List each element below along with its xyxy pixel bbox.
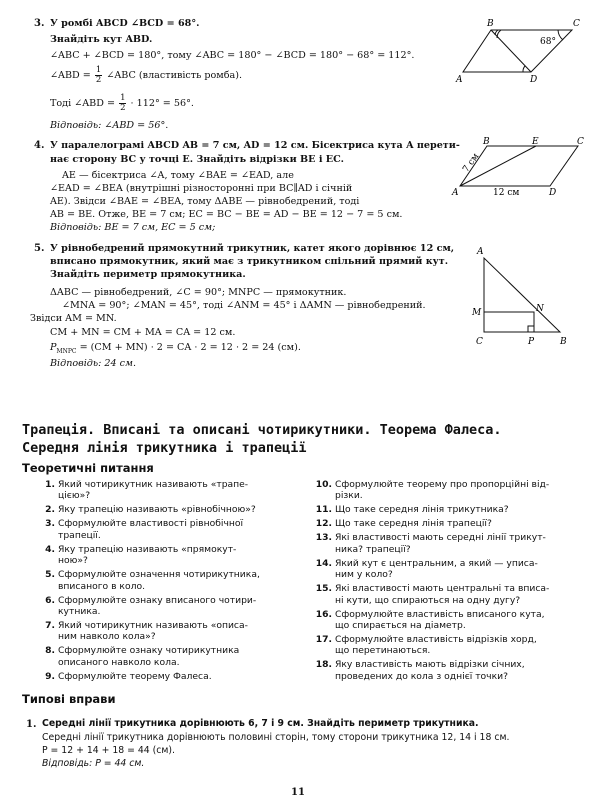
question-text-line: проведених до кола з однієї точки?	[335, 670, 509, 682]
problem-4-answer: Відповідь: BE = 7 см, EC = 5 см;	[50, 222, 216, 233]
question-number: 7.	[45, 620, 55, 631]
question-item	[315, 608, 545, 632]
question-text-line: описаного навколо кола.	[58, 656, 180, 668]
problem-3-task: Знайдіть кут ABD.	[50, 34, 153, 45]
question-text-line: Яку трапецію називають «рівнобічною»?	[58, 504, 256, 516]
label-a: A	[456, 75, 463, 85]
question-item	[315, 532, 546, 555]
question-text-line: Сформулюйте означення чотирикутника,	[58, 569, 260, 581]
question-item	[45, 569, 260, 592]
question-text-line: Який чотирикутник називають «трапе-	[58, 479, 249, 490]
label-d: D	[530, 75, 538, 85]
question-item	[45, 543, 237, 567]
step-3-rhs: · 112° = 56°.	[130, 98, 194, 109]
triangle-abc	[484, 258, 560, 332]
rectangle-mnpc	[484, 312, 534, 332]
question-number: 13.	[315, 532, 332, 544]
question-text-line: що спирається на діаметр.	[335, 620, 466, 631]
exercise-1-step-2: P = 12 + 14 + 18 = 44 (см).	[42, 745, 176, 756]
label-c: C	[573, 19, 580, 29]
question-number: 11.	[315, 504, 332, 516]
right-angle-mark	[528, 326, 534, 332]
problem-3-step-1: ∠ABC + ∠BCD = 180°, тому ∠ABC = 180° − ∠BCD = 180° − 68° = 112°.	[50, 50, 415, 61]
question-item	[45, 645, 240, 668]
question-text-line: Сформулюйте властивість відрізків хорд,	[335, 634, 537, 645]
label-b: B	[560, 337, 567, 347]
exercise-1-statement: Середні лінії трикутника дорівнюють 6, 7 і 9 см. Знайдіть периметр трикутника.	[42, 718, 479, 729]
problem-3-step-2	[50, 66, 242, 85]
problem-4-step-2: ∠EAD = ∠BEA (внутрішні різносторонні при BC∥AD і січній	[50, 183, 353, 194]
question-item	[45, 479, 249, 502]
problem-5-step-2: ∠MNA = 90°; ∠MAN = 45°, тоді ∠ANM = 45° і ΔAMN — рівнобедрений.	[62, 300, 426, 311]
problem-4-step-4: AB = BE. Отже, BE = 7 см; EC = BC − BE = AD − BE = 12 − 7 = 5 см.	[50, 209, 403, 220]
fraction-half-2	[119, 94, 126, 113]
question-text-line: Що таке середня лінія трикутника?	[335, 504, 509, 516]
question-number: 6.	[45, 594, 55, 606]
question-number: 9.	[45, 670, 55, 682]
problem-4-number: 4.	[34, 140, 45, 151]
question-item	[315, 634, 537, 657]
question-number: 2.	[45, 504, 55, 516]
problem-3-number: 3.	[34, 18, 45, 29]
label-a: A	[452, 188, 459, 198]
question-text-line: вписаного в коло.	[58, 580, 145, 592]
question-number: 18.	[315, 659, 332, 671]
problem-4-statement-2: нає сторону BC у точці E. Знайдіть відрізки BE і EC.	[50, 154, 344, 165]
question-number: 4.	[45, 543, 55, 555]
question-item	[315, 659, 525, 682]
question-item	[45, 518, 244, 541]
fraction-half	[95, 66, 102, 85]
page-number: 11	[291, 787, 305, 798]
question-number: 17.	[315, 634, 332, 645]
label-b: B	[487, 19, 494, 29]
question-item	[315, 479, 550, 502]
problem-5-step-4: CM + MN = CM + MA = CA = 12 см.	[50, 327, 236, 338]
label-n: N	[536, 304, 544, 314]
question-item	[315, 557, 538, 581]
parallelogram-figure	[448, 136, 588, 198]
step-3-lhs: Тоді ∠ABD =	[50, 98, 115, 109]
question-item	[45, 504, 256, 516]
label-ad-length: 12 см	[493, 188, 520, 198]
problem-4-statement-1: У паралелограмі ABCD AB = 7 см, AD = 12 см. Бісектриса кута A перети-	[50, 140, 460, 151]
perimeter-symbol: P	[50, 342, 57, 353]
frac-den: 2	[95, 75, 102, 85]
label-b: B	[483, 137, 490, 147]
exercise-1-answer: Відповідь: P = 44 см.	[42, 758, 145, 769]
question-text-line: ника? трапеції?	[335, 543, 411, 555]
problem-5-statement-3: Знайдіть периметр прямокутника.	[50, 269, 246, 280]
label-p: P	[528, 337, 535, 347]
section-heading-line-1: Трапеція. Вписані та описані чотирикутники. Теорема Фалеса.	[22, 422, 502, 438]
question-text-line: ною»?	[58, 555, 88, 567]
problem-5-number: 5.	[34, 243, 45, 254]
label-d: D	[549, 188, 557, 198]
question-item	[315, 583, 550, 606]
question-text-line: ним навколо кола»?	[58, 631, 156, 643]
question-item	[315, 504, 509, 516]
label-c: C	[577, 137, 584, 147]
problem-5-statement-1: У рівнобедрений прямокутний трикутник, катет якого дорівнює 12 см,	[50, 243, 455, 254]
question-number: 3.	[45, 518, 55, 530]
frac-num: 1	[95, 65, 102, 75]
question-text-line: Сформулюйте теорему про пропорційні від-	[335, 479, 550, 490]
question-text-line: Яку властивість мають відрізки січних,	[335, 659, 525, 671]
question-text-line: Які властивості мають середні лінії трикут-	[335, 532, 546, 544]
label-angle-68: 68°	[540, 37, 556, 47]
label-e: E	[532, 137, 539, 147]
rhombus-figure	[448, 14, 583, 86]
exercise-1-number: 1.	[26, 719, 37, 730]
question-text-line: Який кут є центральним, а який — уписа-	[335, 557, 538, 569]
question-text-line: цією»?	[58, 490, 91, 502]
question-text-line: ним у коло?	[335, 569, 393, 581]
problem-3-statement: У ромбі ABCD ∠BCD = 68°.	[50, 18, 200, 29]
exercises-title: Типові вправи	[22, 692, 116, 706]
step-2-lhs: ∠ABD =	[50, 70, 91, 81]
perimeter-subscript: MNPC	[56, 347, 77, 355]
question-text-line: кутника.	[58, 606, 101, 617]
angle-c-arc	[558, 30, 563, 40]
question-number: 12.	[315, 518, 332, 530]
label-a: A	[477, 247, 484, 257]
question-text-line: Які властивості мають центральні та вписа-	[335, 583, 550, 595]
section-heading-line-2: Середня лінія трикутника і трапеції	[22, 440, 307, 456]
label-ab-length: 7 см	[461, 151, 482, 175]
question-text-line: ні кути, що спираються на одну дугу?	[335, 594, 521, 606]
question-number: 8.	[45, 645, 55, 657]
question-text-line: Який чотирикутник називають «описа-	[58, 620, 248, 631]
question-text-line: Сформулюйте властивості рівнобічної	[58, 518, 244, 530]
problem-4-step-1: AE — бісектриса ∠A, тому ∠BAE = ∠EAD, але	[62, 170, 294, 181]
question-text-line: Сформулюйте теорему Фалеса.	[58, 670, 212, 682]
question-item	[45, 670, 212, 682]
question-text-line: Сформулюйте ознаку вписаного чотири-	[58, 594, 257, 606]
problem-4-step-3: AE). Звідси ∠BAE = ∠BEA, тому ΔABE — рівнобедрений, тоді	[50, 196, 360, 207]
question-text-line: трапеції.	[58, 529, 101, 541]
question-text-line: Сформулюйте ознаку чотирикутника	[58, 645, 240, 657]
exercise-1-step-1: Середні лінії трикутника дорівнюють половині сторін, тому сторони трикутника 12, 14 і 18 см.	[42, 732, 510, 743]
problem-5-step-5	[50, 342, 301, 359]
triangle-figure	[470, 244, 580, 352]
question-text-line: що перетинаються.	[335, 645, 431, 657]
question-number: 5.	[45, 569, 55, 581]
problem-3-step-3	[50, 94, 194, 113]
question-item	[45, 620, 248, 643]
question-text-line: Сформулюйте властивість вписаного кута,	[335, 608, 545, 620]
question-text-line: різки.	[335, 490, 363, 502]
question-text-line: Яку трапецію називають «прямокут-	[58, 543, 237, 555]
question-item	[45, 594, 257, 618]
label-c: C	[476, 337, 483, 347]
step-2-rhs: ∠ABC (властивість ромба).	[106, 70, 243, 81]
question-item	[315, 518, 492, 530]
problem-3-answer: Відповідь: ∠ABD = 56°.	[50, 120, 169, 131]
problem-5-statement-2: вписано прямокутник, який має з трикутником спільний прямий кут.	[50, 256, 449, 267]
problem-5-step-1: ΔABC — рівнобедрений, ∠C = 90°; MNPC — прямокутник.	[50, 287, 347, 298]
question-number: 15.	[315, 583, 332, 595]
theory-title: Теоретичні питання	[22, 461, 154, 475]
question-number: 16.	[315, 608, 332, 620]
question-text-line: Що таке середня лінія трапеції?	[335, 518, 492, 530]
question-number: 14.	[315, 557, 332, 569]
perimeter-formula: = (CM + MN) · 2 = CA · 2 = 12 · 2 = 24 (см).	[79, 342, 301, 353]
angle-d-arc	[523, 66, 525, 72]
problem-5-step-3: Звідси AM = MN.	[30, 313, 117, 324]
label-m: M	[472, 308, 482, 318]
question-number: 1.	[45, 479, 55, 490]
problem-5-answer: Відповідь: 24 см.	[50, 358, 137, 369]
frac-num-2: 1	[120, 93, 126, 103]
question-number: 10.	[315, 479, 332, 490]
frac-den-2: 2	[120, 103, 126, 113]
parallelogram-shape	[460, 146, 578, 186]
